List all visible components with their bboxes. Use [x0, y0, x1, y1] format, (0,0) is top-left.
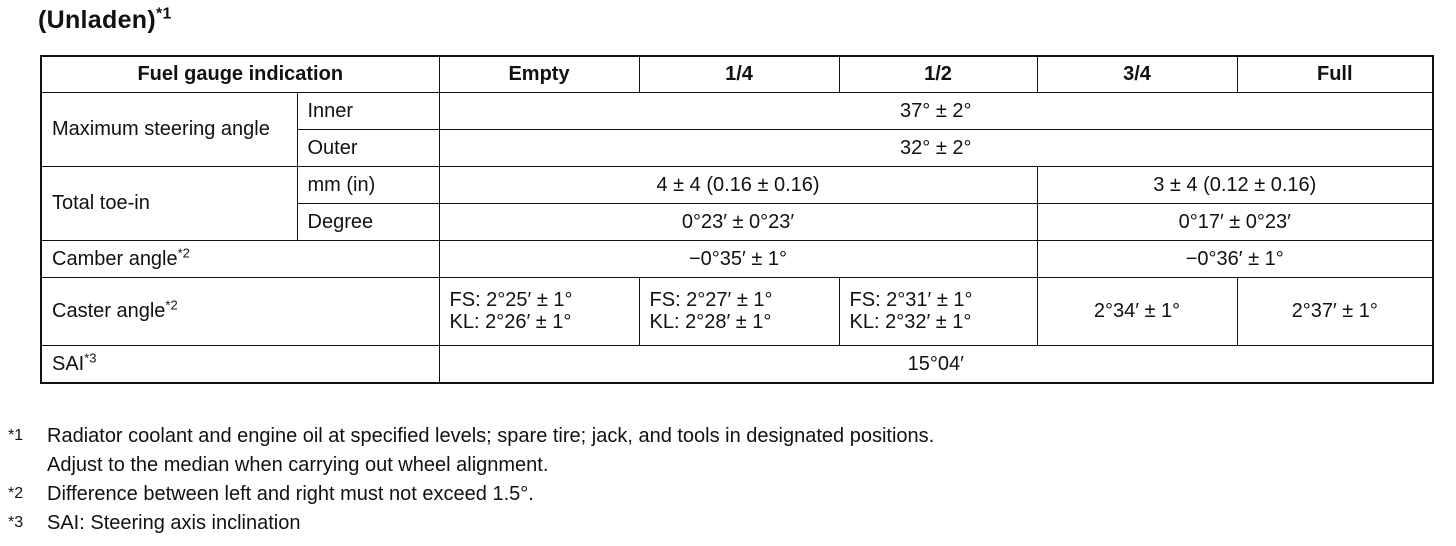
outer-value: 32° ± 2° [439, 129, 1433, 166]
page-title [38, 6, 172, 35]
table-header-row [41, 56, 1433, 92]
inner-value: 37° ± 2° [439, 92, 1433, 129]
camber-value-empty-half: −0°35′ ± 1° [439, 240, 1037, 277]
toe-in-label: Total toe-in [41, 166, 297, 240]
caster-label: Caster angle [52, 300, 166, 322]
caster-empty-cell [439, 277, 639, 345]
caster-empty-fs: FS: 2°25′ ± 1° [449, 289, 573, 311]
toe-mm-value-3q-full: 3 ± 4 (0.12 ± 0.16) [1037, 166, 1433, 203]
caster-footnote-mark: *2 [165, 297, 178, 313]
caster-empty-kl: KL: 2°26′ ± 1° [449, 311, 572, 333]
header-col-half: 1/2 [839, 56, 1037, 92]
header-col-full: Full [1237, 56, 1433, 92]
max-steering-label: Maximum steering angle [41, 92, 297, 166]
camber-label: Camber angle [52, 247, 178, 270]
table-row [41, 277, 1433, 345]
footnote-text: Difference between left and right must not exceed 1.5°. [47, 483, 534, 505]
toe-mm-value-empty-half: 4 ± 4 (0.16 ± 0.16) [439, 166, 1037, 203]
header-col-empty: Empty [439, 56, 639, 92]
sai-footnote-mark: *3 [84, 350, 97, 366]
camber-label-cell [41, 240, 439, 277]
sai-label: SAI [52, 352, 85, 375]
caster-half-cell [839, 277, 1037, 345]
table-row [41, 240, 1433, 277]
toe-mm-label: mm (in) [297, 166, 439, 203]
caster-quarter-cell [639, 277, 839, 345]
footnote-text: SAI: Steering axis inclination [47, 512, 301, 534]
footnote-mark: *1 [8, 427, 24, 444]
footnote-mark: *2 [8, 485, 24, 502]
toe-degree-value-3q-full: 0°17′ ± 0°23′ [1037, 203, 1433, 240]
toe-degree-value-empty-half: 0°23′ ± 0°23′ [439, 203, 1037, 240]
table-row [41, 166, 1433, 203]
header-col-quarter: 1/4 [639, 56, 839, 92]
alignment-spec-table [40, 55, 1434, 384]
camber-footnote-mark: *2 [177, 244, 190, 260]
caster-half-fs: FS: 2°31′ ± 1° [849, 289, 973, 311]
footnote-text: Adjust to the median when carrying out wheel alignment. [47, 454, 549, 476]
title-text: (Unladen) [38, 6, 156, 34]
caster-quarter-fs: FS: 2°27′ ± 1° [649, 289, 773, 311]
table-row [41, 345, 1433, 383]
footnote-text: Radiator coolant and engine oil at specified levels; spare tire; jack, and tools in designated positions. [47, 425, 935, 447]
table-row [41, 92, 1433, 129]
header-fuel-gauge-label: Fuel gauge indication [41, 56, 439, 92]
outer-label: Outer [297, 129, 439, 166]
inner-label: Inner [297, 92, 439, 129]
caster-three-quarter-value: 2°34′ ± 1° [1037, 277, 1237, 345]
sai-label-cell [41, 345, 439, 383]
toe-degree-label: Degree [297, 203, 439, 240]
title-footnote-mark: *1 [155, 5, 172, 23]
sai-value: 15°04′ [439, 345, 1433, 383]
caster-half-kl: KL: 2°32′ ± 1° [849, 311, 972, 333]
header-col-three-quarter: 3/4 [1037, 56, 1237, 92]
camber-value-3q-full: −0°36′ ± 1° [1037, 240, 1433, 277]
caster-label-cell [41, 277, 439, 345]
caster-quarter-kl: KL: 2°28′ ± 1° [649, 311, 772, 333]
caster-full-value: 2°37′ ± 1° [1237, 277, 1433, 345]
footnote-mark: *3 [8, 514, 24, 531]
